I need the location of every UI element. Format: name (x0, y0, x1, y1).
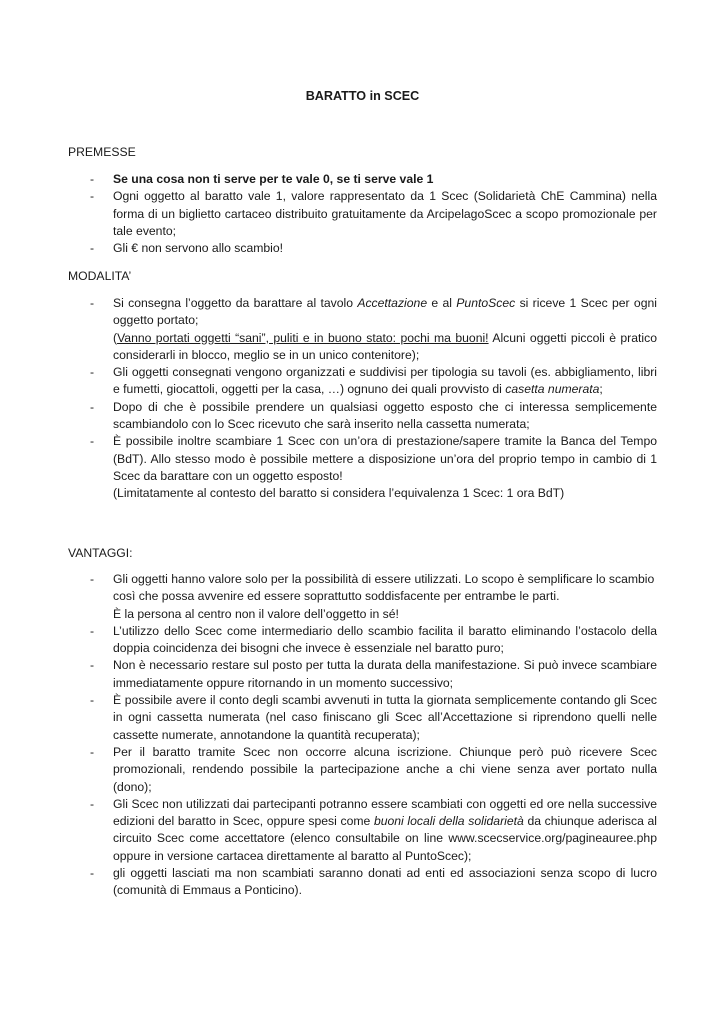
list-item (68, 433, 657, 502)
bullet-dash: - (90, 693, 95, 708)
vantaggi-list (68, 571, 657, 900)
item-text: ; (599, 382, 603, 397)
item-text: e al (427, 296, 457, 310)
url-text[interactable]: www.scecservice.org/pagineauree.php (448, 831, 657, 846)
bullet-dash: - (90, 796, 95, 811)
list-item (68, 240, 657, 257)
item-text-italic: casetta numerata (505, 382, 600, 397)
item-text: È possibile inoltre scambiare 1 Scec con un’ora di prestazione/sapere tramite la Banca del Tempo (BdT). Allo stesso modo è possibile mettere a disposizione un’ora del proprio tempo in cambio di 1 Scec da barattare con un oggetto esposto! (113, 434, 657, 483)
item-note: (Limitatamente al contesto del baratto si considera l’equivalenza 1 Scec: 1 ora BdT) (113, 486, 565, 501)
list-item (68, 865, 657, 900)
item-text-italic: buoni locali della solidarietà (373, 814, 524, 829)
bullet-dash: - (90, 434, 95, 449)
bullet-dash: - (90, 572, 95, 586)
list-item (68, 171, 657, 188)
bullet-dash: - (90, 658, 95, 673)
item-note: È la persona al centro non il valore dell’oggetto in sé! (113, 606, 399, 621)
item-text: da chiunque aderisca al circuito Scec come accettatore (elenco consultabile on line (113, 814, 657, 846)
bullet-dash: - (90, 189, 95, 204)
item-text: Gli oggetti hanno valore solo per la possibilità di essere utilizzati. Lo scopo è semplificare lo scambio così che possa avvenire ed essere soprattutto soddisfacente per entrambe le parti. (113, 572, 655, 604)
modalita-list (68, 295, 657, 503)
list-item (68, 657, 657, 692)
item-text-bold: Se una cosa non ti serve per te vale 0, se ti serve vale 1 (113, 172, 434, 186)
item-text-underlined: Vanno portati oggetti “sani”, puliti e in buono stato: pochi ma buoni! (117, 330, 489, 345)
item-text-italic: PuntoScec (456, 296, 516, 310)
bullet-dash: - (90, 399, 95, 414)
bullet-dash: - (90, 172, 95, 186)
item-text: L’utilizzo dello Scec come intermediario dello scambio facilita il baratto eliminando l’ostacolo della doppia coincidenza dei bisogni che invece è essenziale nel baratto puro; (113, 623, 657, 656)
section-heading-vantaggi: VANTAGGI: (68, 546, 133, 560)
section-heading-premesse: PREMESSE (68, 145, 136, 159)
item-text: Dopo di che è possibile prendere un qualsiasi oggetto esposto che ci interessa semplicemente scambiandolo con lo Scec ricevuto che sarà inserito nella cassetta numerata; (113, 399, 657, 432)
note-paren: ( (113, 330, 118, 345)
list-item (68, 796, 657, 865)
item-text: gli oggetti lasciati ma non scambiati saranno donati ad enti ed associazioni senza scopo di lucro (comunità di Emmaus a Ponticino). (113, 866, 657, 898)
item-text-italic: Accettazione (357, 296, 428, 310)
bullet-dash: - (90, 744, 95, 759)
item-text: Per il baratto tramite Scec non occorre alcuna iscrizione. Chiunque però può ricevere Scec promozionali, rendendo possibile la partecipazione anche a chi viene senza aver portato nulla (dono); (113, 744, 657, 794)
list-item (68, 571, 657, 623)
item-text: È possibile avere il conto degli scambi avvenuti in tutta la giornata semplicemente contando gli Scec in ogni cassetta numerata (nel caso finiscano gli Scec all’Accettazione si riprendono quelli nelle cassette numerate, annotandone la quantità recuperata); (113, 693, 657, 742)
item-text: si riceve 1 Scec per ogni oggetto portato; (113, 296, 657, 328)
premesse-list (68, 171, 657, 257)
list-item (68, 295, 657, 364)
list-item (68, 364, 657, 399)
bullet-dash: - (90, 296, 95, 310)
item-text: Gli € non servono allo scambio! (113, 241, 284, 256)
item-text: Gli oggetti consegnati vengono organizzati e suddivisi per tipologia su tavoli (es. abbigliamento, libri e fumetti, giocattoli, oggetti per la casa, …) ognuno dei quali provvisto di (113, 365, 657, 397)
section-heading-modalita: MODALITA’ (68, 269, 132, 283)
document-title: BARATTO in SCEC (305, 89, 420, 103)
item-text: Si consegna l’oggetto da barattare al tavolo (113, 296, 358, 310)
list-item (68, 744, 657, 796)
bullet-dash: - (90, 623, 95, 638)
item-text: Non è necessario restare sul posto per tutta la durata della manifestazione. Si può invece scambiare immediatamente oppure ritornando in un momento successivo; (113, 658, 657, 690)
list-item (68, 188, 657, 240)
item-text: Gli Scec non utilizzati dai partecipanti potranno essere scambiati con oggetti ed ore nella successive edizioni del baratto in Scec, oppure spesi come (113, 796, 657, 829)
list-item (68, 692, 657, 744)
list-item (68, 399, 657, 434)
item-text: oppure in versione cartacea direttamente al baratto al PuntoScec); (113, 848, 472, 863)
item-text: Ogni oggetto al baratto vale 1, valore rappresentato da 1 Scec (Solidarietà ChE Cammina) nella forma di un biglietto cartaceo distribuito gratuitamente da ArcipelagoScec a scopo promozionale per tale evento; (113, 189, 657, 238)
list-item (68, 623, 657, 658)
bullet-dash: - (90, 866, 95, 881)
bullet-dash: - (90, 241, 95, 256)
bullet-dash: - (90, 365, 95, 380)
item-text: Alcuni oggetti piccoli è pratico considerarli in blocco, meglio se in un unico contenitore); (113, 330, 657, 362)
